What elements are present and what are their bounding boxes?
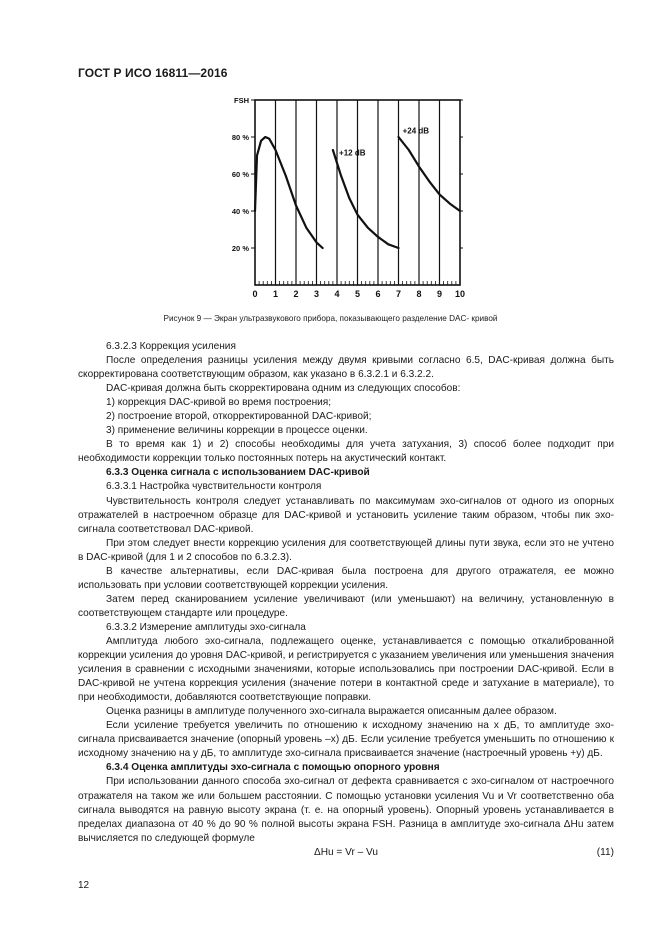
paragraph: Если усиление требуется увеличить по отношению к исходному значению на x дБ, то амплитуде эхо-сигнала присваивается значение (опорный уровень –x) дБ. Если усиление требуется уменьшить по отношению к исходному значению на y дБ, то амплитуде эхо-сигнала присваивается значение (настроечный уровень +y) дБ. (78, 720, 614, 760)
gain-annotation: +24 dB (402, 126, 430, 136)
x-tick-label: 2 (293, 289, 299, 299)
x-tick-label: 10 (454, 289, 466, 299)
body-text (78, 340, 614, 860)
figure-caption: Рисунок 9 — Экран ультразвукового прибора, показывающего разделение DAC- кривой (163, 314, 498, 323)
section-heading: 6.3.3.2 Измерение амплитуды эхо-сигнала (106, 621, 306, 633)
x-tick-label: 1 (272, 289, 279, 299)
y-tick-label: FSH (234, 96, 249, 105)
x-tick-label: 0 (252, 289, 258, 299)
list-item: 2) построение второй, откорректированной DAC-кривой; (106, 411, 372, 423)
paragraph: В качестве альтернативы, если DAC-кривая была построена для другого отражателя, ее можно использовать при условии соответствующей коррекции усиления. (78, 565, 614, 591)
dac-curve-2 (333, 150, 399, 248)
paragraph: Амплитуда любого эхо-сигнала, подлежащего оценке, устанавливается с помощью откалиброванной коррекции усиления до уровня DAC-кривой, и регистрируется с указанием увеличения или уменьшения значения усиления в сравнении с исходными значениями, которые использовались при построении DAC-кривой. Если в DAC-кривой не учтена коррекция усиления (значение потери в контактной среде и затухание в материале), то при необходимости, добавляются соответствующие поправки. (78, 635, 614, 704)
x-tick-label: 6 (375, 289, 381, 299)
dac-curve-3 (399, 137, 461, 211)
y-tick-label: 80 % (231, 133, 249, 142)
paragraph: DAC-кривая должна быть скорректирована одним из следующих способов: (106, 383, 461, 395)
section-heading: 6.3.3 Оценка сигнала с использованием DAC-кривой (106, 467, 370, 479)
section-heading: 6.3.4 Оценка амплитуды эхо-сигнала с помощью опорного уровня (106, 762, 440, 774)
section-heading: 6.3.3.1 Настройка чувствительности контроля (106, 481, 322, 493)
paragraph: При этом следует внести коррекцию усиления для соответствующей длины пути звука, если это не учтено в DAC-кривой (для 1 и 2 способов по 6.3.2.3). (78, 537, 614, 563)
x-tick-label: 3 (313, 289, 320, 299)
document-header: ГОСТ Р ИСО 16811—2016 (78, 66, 228, 80)
formula-line (78, 846, 614, 860)
list-item: 3) применение величины коррекции в процессе оценки. (106, 425, 368, 437)
formula: ΔHu = Vr – Vu (313, 846, 379, 858)
page-number: 12 (78, 880, 90, 891)
x-tick-label: 5 (354, 289, 361, 299)
paragraph: Затем перед сканированием усиление увеличивают (или уменьшают) на величину, установленную в соответствующем стандарте или процедуре. (78, 593, 614, 619)
y-tick-label: 60 % (231, 170, 249, 179)
dac-curve-figure (220, 90, 470, 305)
paragraph: Оценка разницы в амплитуде полученного эхо-сигнала выражается описанным далее образом. (106, 706, 557, 718)
equation-number: (11) (596, 846, 614, 858)
dac-curve-1 (255, 137, 323, 248)
y-tick-label: 40 % (231, 207, 249, 216)
paragraph: В то время как 1) и 2) способы необходимы для учета затухания, 3) способ более подходит при необходимости коррекции только постоянных потерь на акустический контакт. (78, 439, 614, 465)
gain-annotation: +12 dB (339, 148, 366, 158)
y-tick-label: 20 % (231, 244, 249, 253)
paragraph: Чувствительность контроля следует устанавливать по максимумам эхо-сигналов от одного из опорных отражателей в настроечном образце для DAC-кривой и установить усиление таким образом, чтобы пик эхо-сигнала соответствовал DAC-кривой. (78, 495, 614, 535)
paragraph: После определения разницы усиления между двумя кривыми согласно 6.5, DAC-кривая должна быть скорректирована соответствующим образом, как указано в 6.3.2.1 и 6.3.2.2. (78, 355, 614, 381)
section-heading: 6.3.2.3 Коррекция усиления (106, 341, 236, 352)
paragraph: При использовании данного способа эхо-сигнал от дефекта сравнивается с эхо-сигналом от настроечного отражателя на таком же или большем расстоянии. С помощью установки усиления Vu и Vr соответственно оба сигнала выводятся на равную высоту экрана (т. е. на опорный уровень). Опорный уровень устанавливается в пределах диапазона от 40 % до 90 % полной высоты экрана FSH. Разница в амплитуде эхо-сигнала ΔHu затем вычисляется по следующей формуле (78, 776, 614, 844)
x-tick-label: 9 (436, 289, 443, 299)
x-tick-label: 7 (395, 289, 402, 299)
x-tick-label: 4 (334, 289, 340, 299)
x-tick-label: 8 (416, 289, 422, 299)
list-item: 1) коррекция DAC-кривой во время построения; (106, 397, 332, 409)
